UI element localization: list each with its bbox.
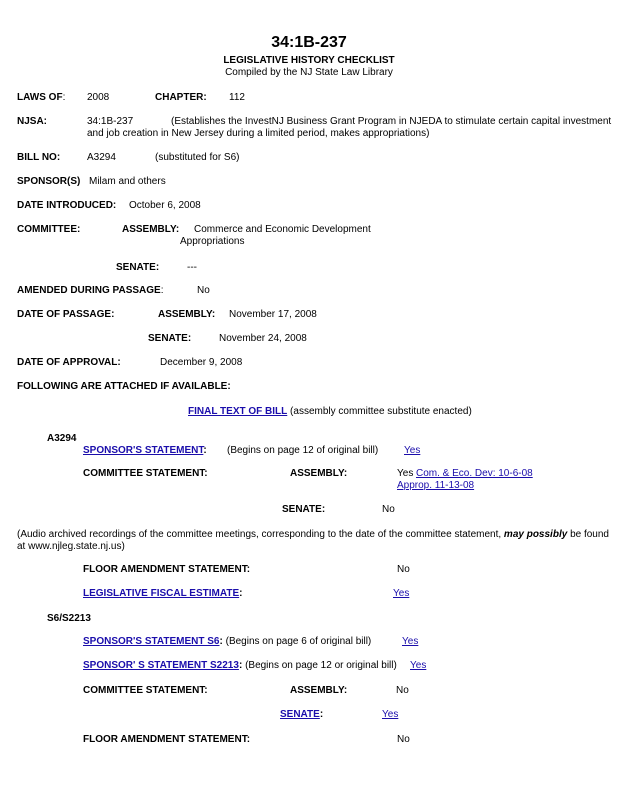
audio-note-emphasis: may possibly [503,529,568,540]
a3294-sponsor-colon: : [203,445,207,456]
a3294-assembly-commerce-link[interactable]: Com. & Eco. Dev: 10-6-08 [416,468,533,479]
s6-senate-link[interactable]: SENATE [280,709,320,720]
chapter-value: 112 [229,92,245,103]
audio-note-line2: at www.njleg.state.nj.us) [17,541,125,552]
laws-of-label: LAWS OF [17,92,63,103]
s2213-sponsor-yes-link[interactable]: Yes [410,660,427,671]
passage-senate-value: November 24, 2008 [219,333,307,344]
njsa-value: 34:1B-237 [87,116,134,127]
a3294-senate-label: SENATE: [282,504,326,515]
passage-senate-label: SENATE: [148,333,192,344]
a3294-fiscal-colon: : [239,588,243,599]
page-title: 34:1B-237 [271,34,347,51]
s6-sponsor-statement-link[interactable]: SPONSOR'S STATEMENT S6 [83,636,220,647]
a3294-senate-value: No [382,504,395,515]
amended-value: No [197,285,210,296]
compiled-by: Compiled by the NJ State Law Library [225,67,393,78]
a3294-fiscal-yes-link[interactable]: Yes [393,588,410,599]
committee-assembly-line2: Appropriations [180,236,245,247]
laws-of-colon: : [62,92,66,103]
amended-colon: : [160,285,164,296]
attached-heading: FOLLOWING ARE ATTACHED IF AVAILABLE: [17,381,231,392]
s6-floor-value: No [397,734,410,745]
date-introduced-label: DATE INTRODUCED: [17,200,117,211]
a3294-committee-label: COMMITTEE STATEMENT: [83,468,208,479]
a3294-sponsor-note: (Begins on page 12 of original bill) [227,445,379,456]
s6-floor-label: FLOOR AMENDMENT STATEMENT: [83,734,251,745]
amended-row [17,285,164,296]
laws-of-value: 2008 [87,92,110,103]
s6-senate-colon: : [319,709,324,720]
committee-assembly-line1: Commerce and Economic Development [194,224,371,235]
a3294-assembly-yes: Yes [397,468,414,479]
s6-senate-row [280,709,323,720]
committee-label: COMMITTEE: [17,224,81,235]
s6-sponsor-row [83,636,371,647]
s6-assembly-label: ASSEMBLY: [290,685,348,696]
checklist-subtitle: LEGISLATIVE HISTORY CHECKLIST [223,55,395,66]
committee-senate-value: --- [187,262,197,273]
sponsors-label: SPONSOR(S) [17,176,81,187]
sponsors-value: Milam and others [89,176,166,187]
a3294-sponsor-yes-link[interactable]: Yes [404,445,421,456]
njsa-description-line1: (Establishes the InvestNJ Business Grant Program in NJEDA to stimulate certain capital investment [171,116,612,127]
passage-label: DATE OF PASSAGE: [17,309,115,320]
a3294-floor-label: FLOOR AMENDMENT STATEMENT: [83,564,251,575]
approval-value: December 9, 2008 [160,357,243,368]
chapter-label: CHAPTER: [155,92,207,103]
committee-senate-label: SENATE: [116,262,160,273]
njsa-description-line2: and job creation in New Jersey during a limited period, makes appropriations) [87,128,430,139]
a3294-fiscal-estimate-link[interactable]: LEGISLATIVE FISCAL ESTIMATE [83,588,240,599]
s2213-sponsor-statement-link[interactable]: SPONSOR' S STATEMENT S2213 [83,660,239,671]
s2213-sponsor-note: (Begins on page 12 or original bill) [245,660,397,671]
passage-assembly-label: ASSEMBLY: [158,309,216,320]
s2213-sponsor-row [83,660,397,671]
bill-no-label: BILL NO: [17,152,61,163]
s6-sponsor-yes-link[interactable]: Yes [402,636,419,647]
audio-note-post: be found [570,529,609,540]
laws-of-row [17,92,65,103]
s6-sponsor-note: (Begins on page 6 of original bill) [225,636,372,647]
committee-assembly-label: ASSEMBLY: [122,224,180,235]
a3294-assembly-approp-link[interactable]: Approp. 11-13-08 [397,480,475,491]
s6-heading: S6/S2213 [47,613,91,624]
a3294-assembly-row [290,468,347,479]
final-text-note: (assembly committee substitute enacted) [290,406,472,417]
audio-note-line1 [17,529,609,540]
s6-committee-label: COMMITTEE STATEMENT: [83,685,208,696]
a3294-assembly-label: ASSEMBLY: [290,468,348,479]
a3294-floor-value: No [397,564,410,575]
a3294-fiscal-row [83,588,242,599]
approval-label: DATE OF APPROVAL: [17,357,121,368]
amended-label: AMENDED DURING PASSAGE [17,285,161,296]
s6-sponsor-colon: : [219,636,223,647]
a3294-sponsor-row [83,445,207,456]
s6-assembly-value: No [396,685,409,696]
final-text-link[interactable]: FINAL TEXT OF BILL [188,406,288,417]
final-text-row [188,406,472,417]
s2213-sponsor-colon: : [238,660,243,671]
njsa-label: NJSA: [17,116,48,127]
passage-assembly-value: November 17, 2008 [229,309,317,320]
bill-no-note: (substituted for S6) [155,152,240,163]
a3294-sponsor-statement-link[interactable]: SPONSOR'S STATEMENT [83,445,204,456]
bill-no-value: A3294 [87,152,116,163]
audio-note-pre: (Audio archived recordings of the committee meetings, corresponding to the date of the committee statement, [17,529,502,540]
a3294-heading: A3294 [47,433,77,444]
s6-senate-yes-link[interactable]: Yes [382,709,399,720]
date-introduced-value: October 6, 2008 [129,200,201,211]
